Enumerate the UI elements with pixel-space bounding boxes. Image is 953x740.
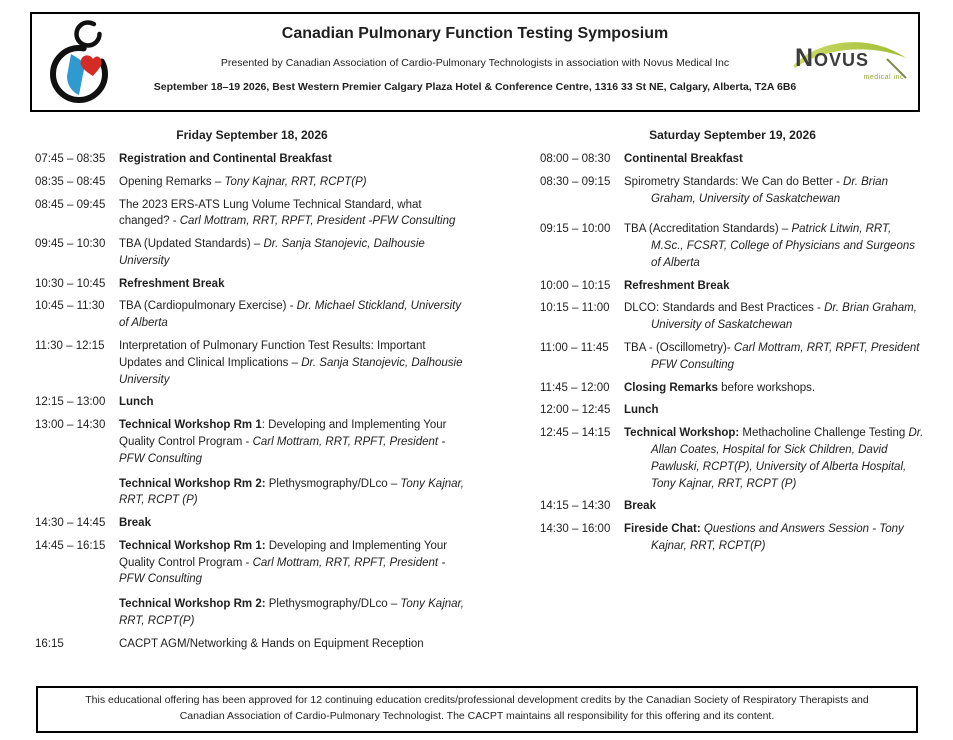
novus-wordmark: Novus [795, 44, 870, 72]
session-description [624, 174, 925, 208]
session-text: Technical Workshop Rm 1: Developing and Implementing Your Quality Control Program - Carl Mottram, RRT, RPFT, President - PFW Consulting [119, 539, 448, 586]
session-text: Break [624, 500, 656, 513]
session-description [624, 521, 925, 555]
schedule-row [35, 174, 469, 191]
time-range: 10:30 – 10:45 [35, 277, 106, 290]
time-range: 10:45 – 11:30 [35, 300, 105, 313]
schedule-row [540, 300, 925, 334]
header-subtitle: Presented by Canadian Association of Cardio-Pulmonary Technologists in association with Novus Medical Inc [220, 57, 730, 69]
day-title-friday: Friday September 18, 2026 [176, 128, 328, 142]
session-description [624, 300, 925, 334]
session-description [119, 515, 469, 532]
schedule-row [35, 417, 469, 509]
session-text: Technical Workshop: Methacholine Challenge Testing Dr. Allan Coates, Hospital for Sick Children, David Pawluski, RCPT(P), University of Alberta Hospital, Tony Kajnar, RRT, RCPT (P) [624, 427, 924, 490]
time-range: 16:15 [35, 637, 64, 650]
schedule-columns [35, 128, 925, 659]
schedule-row [540, 221, 925, 271]
time-range: 13:00 – 14:30 [35, 419, 106, 432]
saturday-schedule-rows [540, 151, 925, 555]
time-range: 11:00 – 11:45 [540, 342, 609, 355]
time-range: 07:45 – 08:35 [35, 153, 106, 165]
time-range: 08:35 – 08:45 [35, 175, 106, 188]
schedule-row [35, 338, 469, 388]
schedule-row [540, 498, 925, 515]
time-range: 11:45 – 12:00 [540, 381, 610, 394]
session-text: TBA (Cardiopulmonary Exercise) - Dr. Michael Stickland, University of Alberta [119, 300, 462, 330]
schedule-row [35, 538, 469, 630]
schedule-row [540, 425, 925, 492]
schedule-row [540, 340, 925, 374]
page-title: Canadian Pulmonary Function Testing Symposium [281, 25, 669, 42]
accreditation-text: This educational offering has been approved for 12 continuing education credits/professional development credits by the Canadian Society of Respiratory Therapists and Canadian Association of Cardio-Pulmonary Technologist. The CACPT maintains all responsibility for this offering and its content. [85, 694, 869, 722]
session-text: Technical Workshop Rm 2: Plethysmography/DLco – Tony Kajnar, RRT, RCPT (P) [119, 477, 464, 507]
session-description [119, 417, 469, 509]
session-description [119, 151, 469, 168]
session-description [624, 380, 925, 397]
schedule-row [35, 236, 469, 270]
time-range: 08:00 – 08:30 [540, 153, 611, 165]
novus-medical-inc-label: medical inc [863, 74, 904, 81]
session-text: Refreshment Break [119, 277, 225, 290]
session-text: Lunch [624, 404, 659, 417]
time-range: 14:30 – 14:45 [35, 517, 106, 530]
time-range: 09:15 – 10:00 [540, 223, 611, 236]
session-text: Break [119, 517, 151, 530]
session-description [624, 221, 925, 271]
time-range: 10:00 – 10:15 [540, 279, 611, 292]
session-description [624, 278, 925, 295]
session-description [119, 298, 469, 332]
time-range: 10:15 – 11:00 [540, 302, 610, 315]
session-description [119, 636, 469, 653]
time-range: 14:45 – 16:15 [35, 539, 106, 552]
session-description [119, 394, 469, 411]
schedule-row [35, 394, 469, 411]
time-range: 11:30 – 12:15 [35, 340, 105, 353]
session-description [119, 538, 469, 630]
session-text: DLCO: Standards and Best Practices - Dr. Brian Graham, University of Saskatchewan [624, 302, 917, 332]
session-description [624, 402, 925, 419]
session-text: Fireside Chat: Questions and Answers Session - Tony Kajnar, RRT, RCPT(P) [624, 523, 904, 552]
session-text: Lunch [119, 396, 154, 409]
session-text: Interpretation of Pulmonary Function Test Results: Important Updates and Clinical Implications – Dr. Sanja Stanojevic, Dalhousie University [119, 340, 463, 386]
session-text: TBA - (Oscillometry)- Carl Mottram, RRT, RPFT, President PFW Consulting [624, 342, 920, 371]
schedule-row [35, 298, 469, 332]
session-text: TBA (Accreditation Standards) – Patrick Litwin, RRT, M.Sc., FCSRT, College of Physicians and Surgeons of Alberta [624, 223, 915, 269]
time-range: 14:15 – 14:30 [540, 500, 611, 513]
novus-medical-logo [790, 32, 910, 94]
schedule-row [540, 278, 925, 295]
session-text: Refreshment Break [624, 279, 730, 292]
time-range: 08:45 – 09:45 [35, 198, 106, 211]
day-title-saturday: Saturday September 19, 2026 [649, 128, 816, 142]
session-description [119, 236, 469, 270]
schedule-row [540, 380, 925, 397]
time-range: 12:00 – 12:45 [540, 404, 611, 417]
cacpt-person-heart-lungs-logo-icon [40, 18, 124, 110]
schedule-row [540, 151, 925, 168]
session-text: CACPT AGM/Networking & Hands on Equipment Reception [119, 637, 424, 650]
session-text: Spirometry Standards: We Can do Better - Dr. Brian Graham, University of Saskatchewan [624, 175, 888, 205]
session-description [624, 498, 925, 515]
session-description [119, 174, 469, 191]
session-description [624, 151, 925, 168]
time-range: 09:45 – 10:30 [35, 238, 106, 251]
schedule-row [35, 515, 469, 532]
schedule-row [540, 521, 925, 555]
schedule-row [35, 636, 469, 653]
schedule-row [35, 197, 469, 231]
day-column-saturday [540, 128, 925, 659]
session-text: Opening Remarks – Tony Kajnar, RRT, RCPT(P) [119, 175, 367, 188]
time-range: 08:30 – 09:15 [540, 175, 611, 188]
session-description [624, 340, 925, 374]
schedule-row [540, 174, 925, 208]
session-text: Continental Breakfast [624, 153, 743, 165]
time-range: 14:30 – 16:00 [540, 523, 611, 536]
session-description [119, 197, 469, 231]
time-range: 12:45 – 14:15 [540, 427, 611, 440]
venue-date-line: September 18–19 2026, Best Western Premier Calgary Plaza Hotel & Conference Centre, 1316 33 St NE, Calgary, Alberta, T2A 6B6 [153, 81, 797, 93]
session-text: TBA (Updated Standards) – Dr. Sanja Stanojevic, Dalhousie University [119, 238, 425, 267]
header [30, 12, 920, 112]
session-text: Technical Workshop Rm 2: Plethysmography/DLco – Tony Kajnar, RRT, RCPT(P) [119, 598, 464, 627]
session-text: The 2023 ERS-ATS Lung Volume Technical Standard, what changed? - Carl Mottram, RRT, RPFT, President -PFW Consulting [119, 198, 456, 228]
session-description [119, 338, 469, 388]
friday-schedule-rows [35, 151, 469, 653]
time-range: 12:15 – 13:00 [35, 396, 106, 409]
schedule-row [35, 276, 469, 293]
day-column-friday [35, 128, 469, 659]
session-description [119, 276, 469, 293]
schedule-row [540, 402, 925, 419]
session-text: Technical Workshop Rm 1: Developing and Implementing Your Quality Control Program - Carl Mottram, RRT, RPFT, President - PFW Consulting [119, 419, 447, 465]
footer-accreditation-box [36, 686, 918, 733]
session-description [624, 425, 925, 492]
session-text: Closing Remarks before workshops. [624, 381, 816, 394]
session-text: Registration and Continental Breakfast [119, 153, 332, 165]
schedule-row [35, 151, 469, 168]
